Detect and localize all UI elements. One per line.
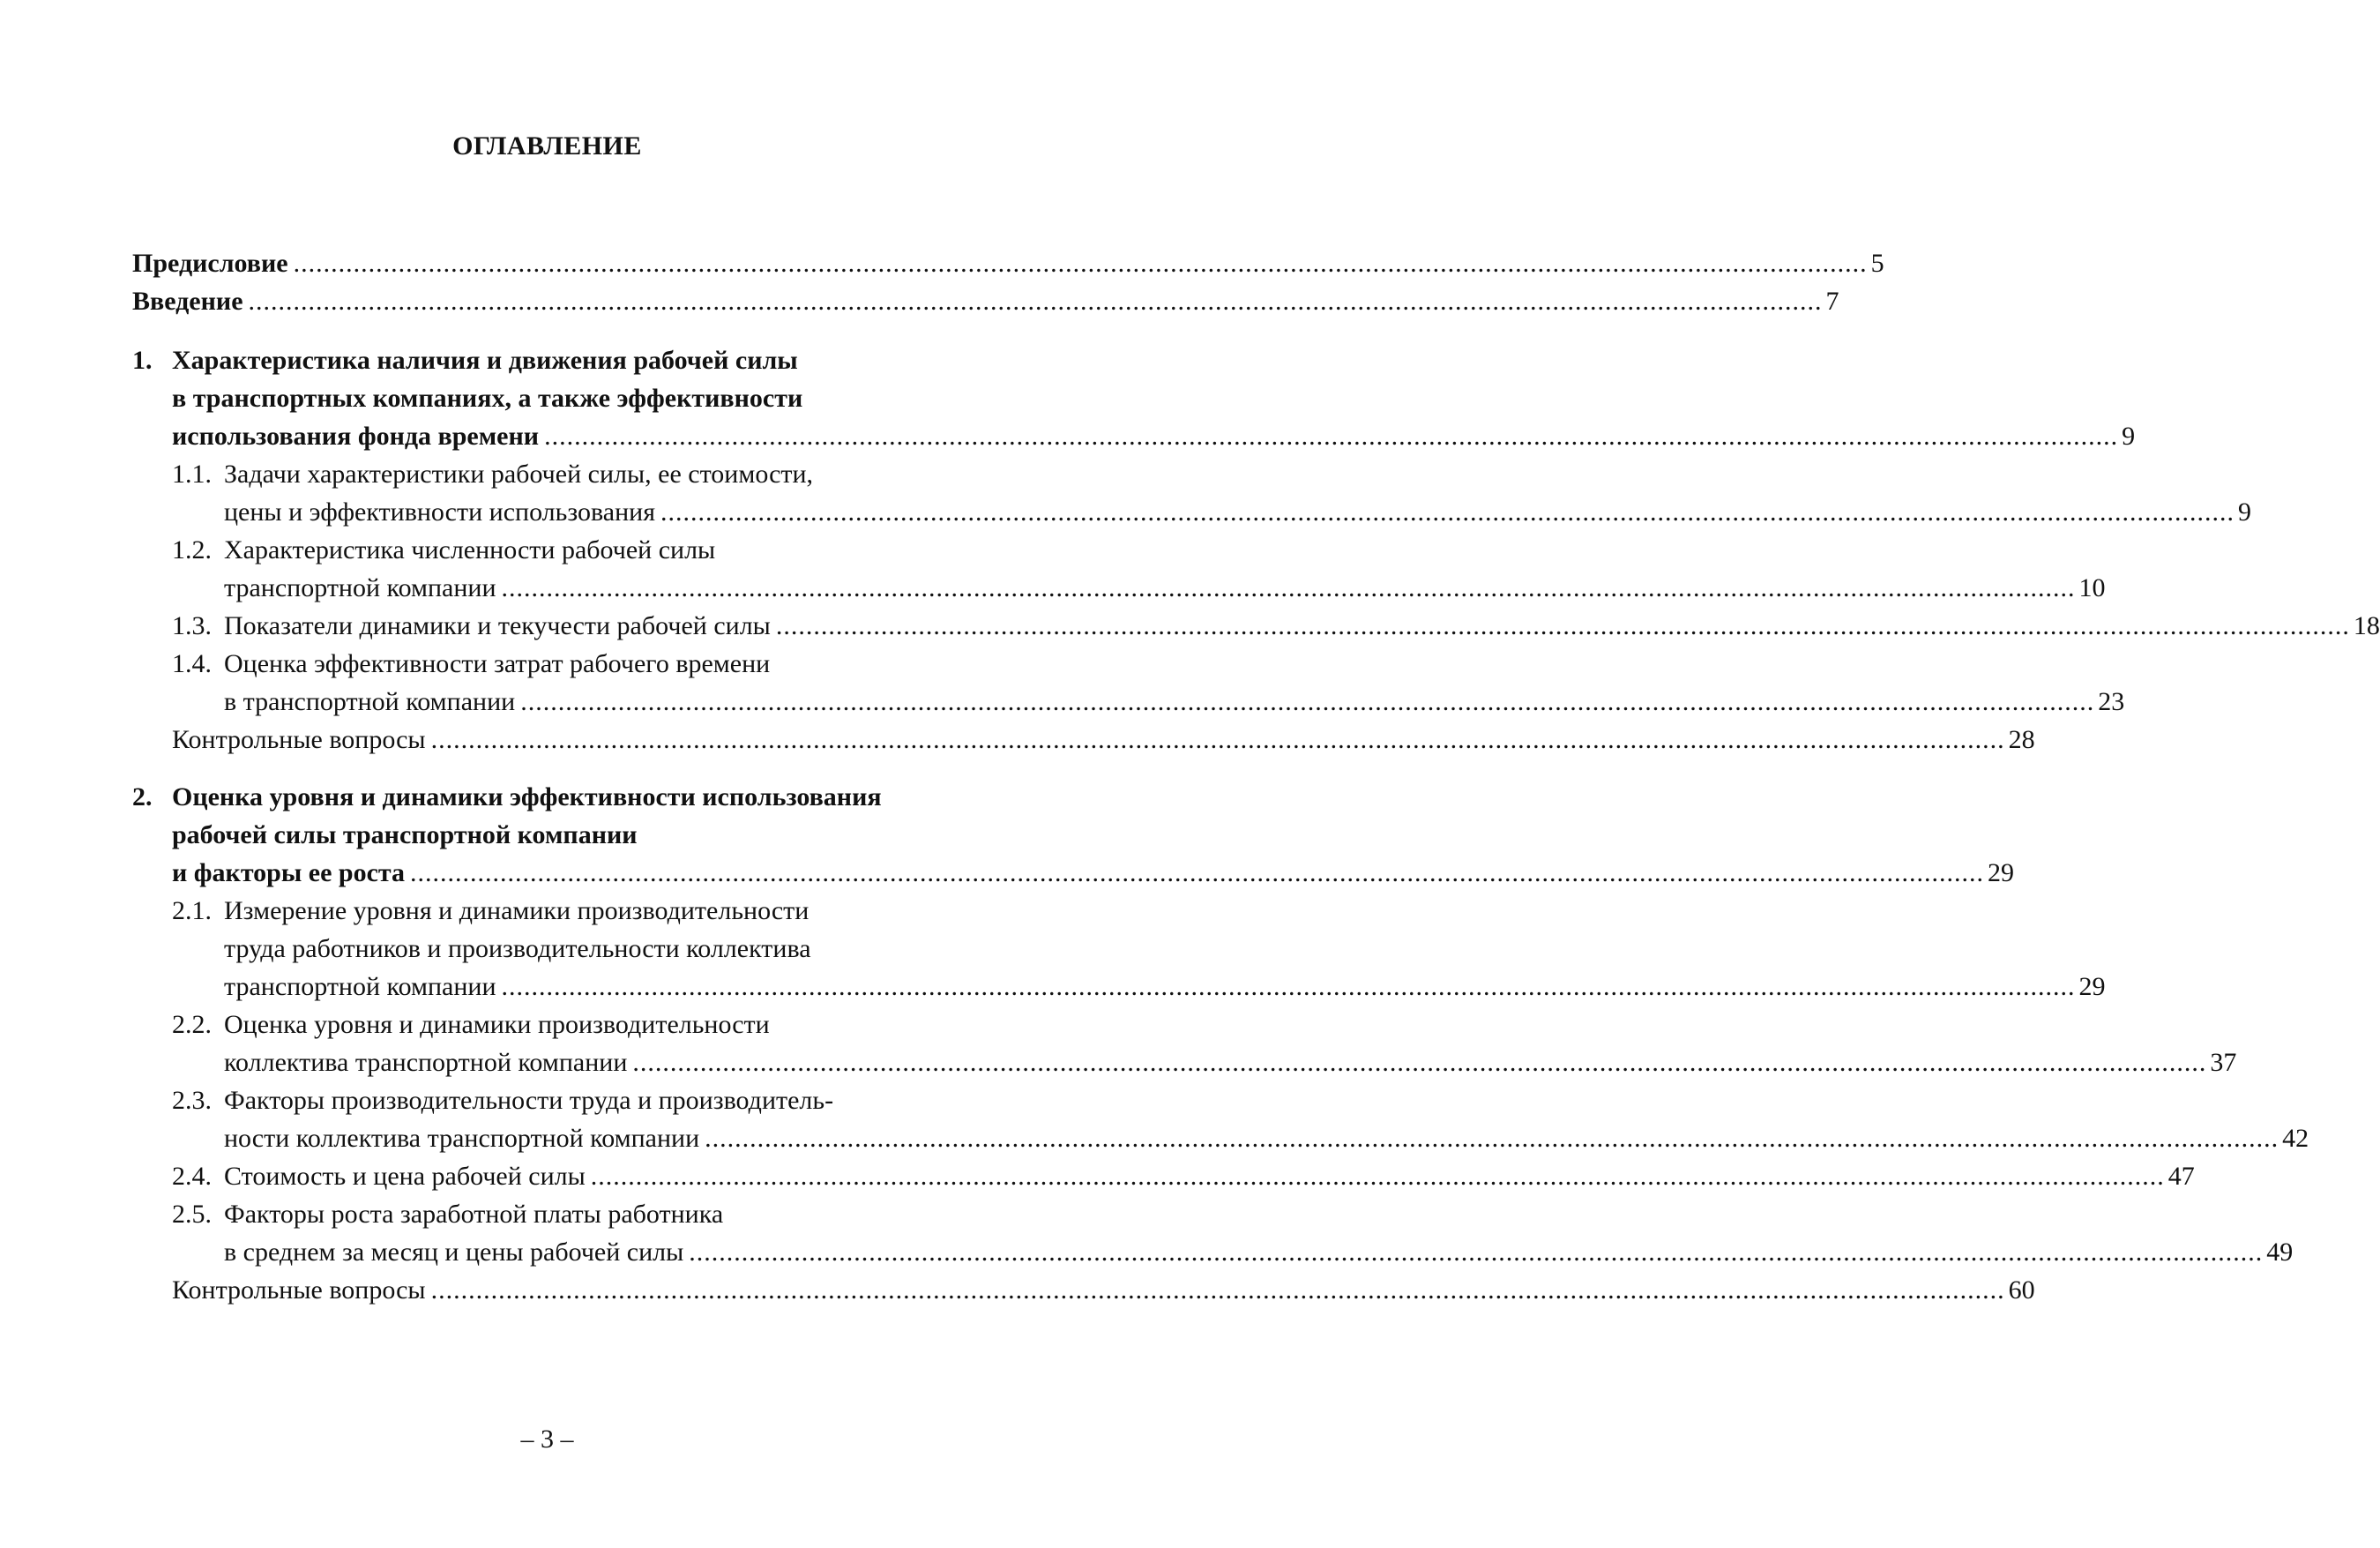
toc-page-number: 49 [2266,1238,2294,1267]
toc-section-2-1[interactable] [132,892,2106,1006]
section-title-line: транспортной компании [224,972,496,1001]
toc-section-1-4[interactable] [132,645,2125,721]
chapter-title-line: Характеристика наличия и движения рабочей силы [172,346,798,375]
toc-page-number: 37 [2210,1048,2237,1077]
section-number: 2.1. [172,896,212,925]
toc-section-1-2[interactable] [132,531,2106,607]
section-number: 1.1. [172,460,212,489]
section-title-line: Задачи характеристики рабочей силы, ее стоимости, [224,460,814,489]
dot-leader: .................................................................................................................................................................................................................. [520,687,2095,716]
dot-leader: .................................................................................................................................................................................................................. [775,611,2350,640]
section-number: 2.3. [172,1086,212,1115]
chapter-number: 1. [132,346,153,375]
dot-leader: .................................................................................................................................................................................................................. [705,1124,2279,1153]
section-title-line: труда работников и производительности коллектива [224,934,811,963]
section-title-line: Измерение уровня и динамики производительности [224,896,809,925]
section-title-line: Факторы роста заработной платы работника [224,1200,724,1229]
section-number: 2.4. [172,1162,212,1191]
toc-chapter-1[interactable] [132,341,2136,455]
dot-leader: .................................................................................................................................................................................................................. [410,858,1985,887]
section-number: 1.3. [172,611,212,640]
toc-entry-label: Контрольные вопросы [172,1275,426,1305]
toc-entry-label: Предисловие [132,249,288,278]
toc-page-number: 47 [2167,1162,2195,1191]
section-title-line: в среднем за месяц и цены рабочей силы [224,1238,684,1267]
toc-page-number: 9 [2238,497,2251,527]
toc-page-number: 18 [2353,611,2380,640]
section-title-line: Факторы производительности труда и производитель- [224,1086,834,1115]
chapter-number: 2. [132,782,153,811]
section-title-line: в транспортной компании [224,687,516,716]
toc-page-number: 28 [2008,725,2035,754]
toc-chapter-2[interactable] [132,778,2015,892]
dot-leader: .................................................................................................................................................................................................................. [248,287,1823,316]
dot-leader: .................................................................................................................................................................................................................. [632,1048,2207,1077]
section-number: 1.4. [172,649,212,678]
section-number: 2.5. [172,1200,212,1229]
dot-leader: .................................................................................................................................................................................................................. [430,1275,2005,1305]
toc-section-1-3[interactable] [132,607,2380,645]
toc-page-number: 29 [1988,858,2015,887]
dot-leader: .................................................................................................................................................................................................................. [293,249,1868,278]
toc-page-number: 60 [2008,1275,2035,1305]
section-title-line: ности коллектива транспортной компании [224,1124,700,1153]
section-title-line: цены и эффективности использования [224,497,655,527]
toc-page-number: 7 [1825,287,1839,316]
section-title-line: Стоимость и цена рабочей силы [224,1162,586,1191]
toc-section-2-5[interactable] [132,1195,2294,1271]
dot-leader: .................................................................................................................................................................................................................. [689,1238,2264,1267]
dot-leader: .................................................................................................................................................................................................................. [590,1162,2165,1191]
toc-section-2-4[interactable] [132,1157,2195,1195]
toc-page-number: 10 [2078,573,2106,602]
section-number: 1.2. [172,535,212,565]
chapter-title-line: использования фонда времени [172,422,540,451]
toc-questions-2[interactable] [132,1271,2035,1309]
section-title-line: Показатели динамики и текучести рабочей силы [224,611,771,640]
toc-page-number: 29 [2078,972,2106,1001]
toc-section-2-2[interactable] [132,1006,2237,1081]
dot-leader: .................................................................................................................................................................................................................. [544,422,2119,451]
dot-leader: .................................................................................................................................................................................................................. [430,725,2005,754]
toc-section-2-3[interactable] [132,1081,2309,1157]
toc-page-number: 23 [2098,687,2125,716]
section-title-line: Оценка уровня и динамики производительности [224,1010,770,1039]
toc-section-1-1[interactable] [132,455,2251,531]
toc-page-number: 5 [1870,249,1884,278]
section-title-line: Оценка эффективности затрат рабочего времени [224,649,771,678]
chapter-title-line: Оценка уровня и динамики эффективности использования [172,782,882,811]
chapter-title-line: рабочей силы транспортной компании [172,820,638,849]
toc-entry-preface[interactable] [132,244,1884,282]
section-title-line: коллектива транспортной компании [224,1048,628,1077]
page-number: – 3 – [520,1425,574,1454]
toc-entry-intro[interactable] [132,282,1839,320]
page-title: ОГЛАВЛЕНИЕ [452,131,642,161]
table-of-contents [132,244,2380,1309]
toc-page-number: 9 [2122,422,2136,451]
section-title-line: транспортной компании [224,573,496,602]
toc-entry-label: Контрольные вопросы [172,725,426,754]
chapter-title-line: и факторы ее роста [172,858,406,887]
toc-questions-1[interactable] [132,721,2035,759]
chapter-title-line: в транспортных компаниях, а также эффективности [172,384,803,413]
toc-page-number: 42 [2282,1124,2309,1153]
dot-leader: .................................................................................................................................................................................................................. [501,972,2076,1001]
dot-leader: .................................................................................................................................................................................................................. [660,497,2235,527]
toc-entry-label: Введение [132,287,243,316]
section-number: 2.2. [172,1010,212,1039]
section-title-line: Характеристика численности рабочей силы [224,535,716,565]
dot-leader: .................................................................................................................................................................................................................. [501,573,2076,602]
